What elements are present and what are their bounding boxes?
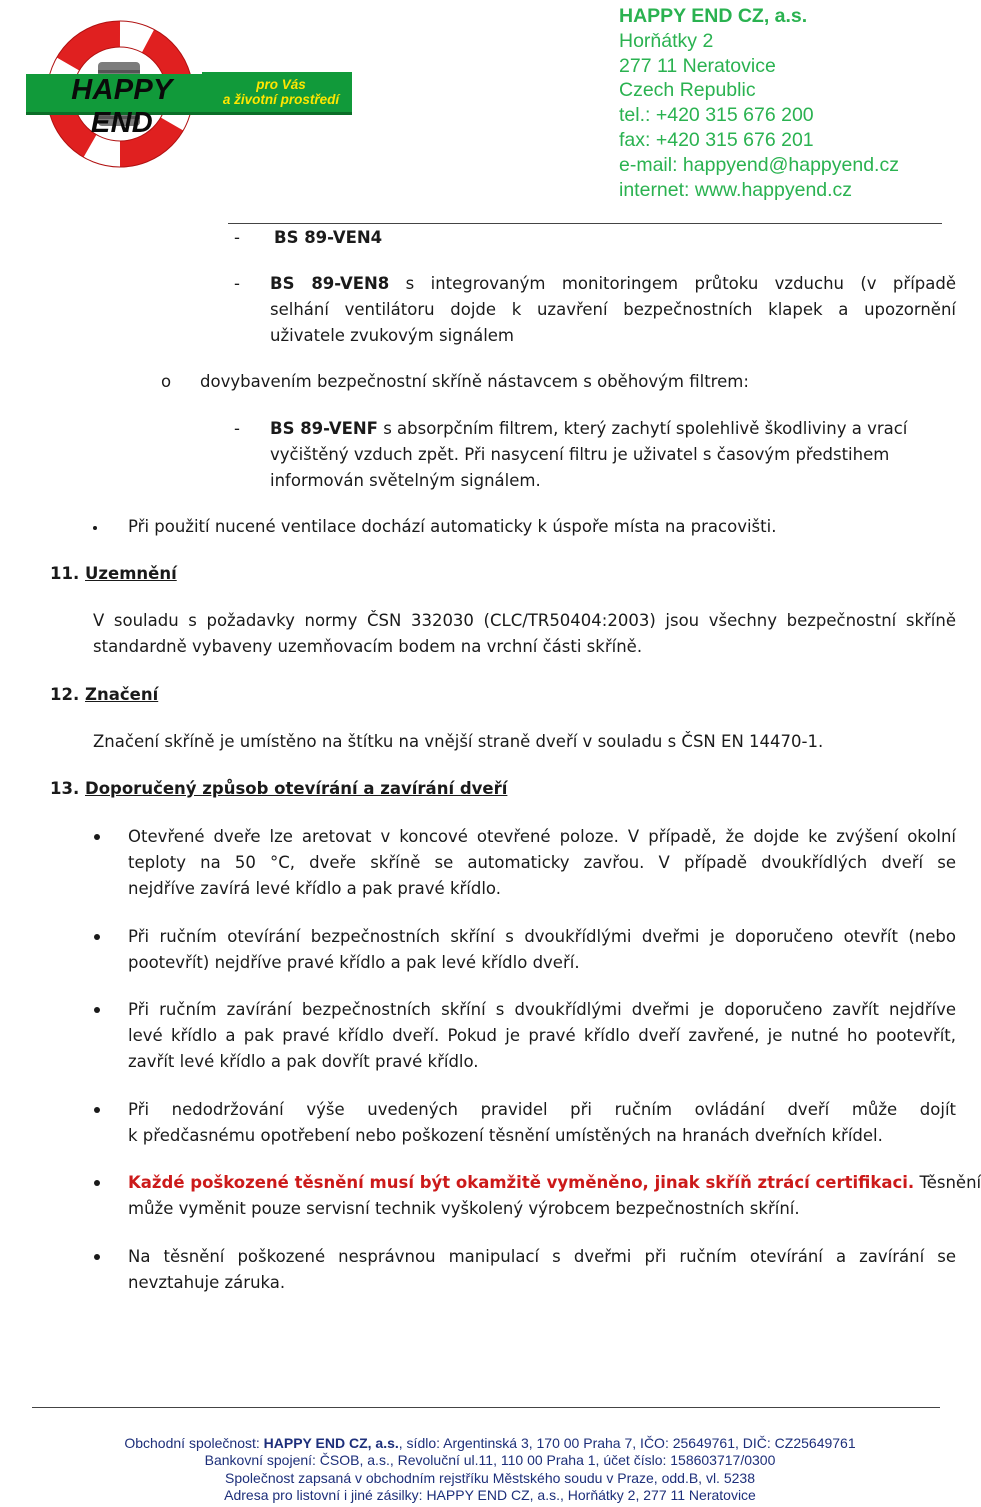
logo-tagline xyxy=(216,77,346,107)
venf-line-1 xyxy=(270,416,907,443)
logo-brand-text: HAPPY END xyxy=(71,74,173,139)
logo-tagline-line-2: a životní prostředí xyxy=(222,92,340,107)
footer-line-2: Bankovní spojení: ČSOB, a.s., Revoluční ul.11, 110 00 Praha 1, účet číslo: 158603717/0300 xyxy=(204,1452,776,1469)
company-logo xyxy=(26,24,356,164)
venf-line-3: informován světelným signálem. xyxy=(270,471,541,490)
company-name: HAPPY END CZ, a.s. xyxy=(619,5,808,27)
bullet-dot xyxy=(94,834,100,840)
section-12-text: Značení skříně je umístěno na štítku na vnější straně dveří v souladu s ČSN EN 14470-1. xyxy=(93,732,824,751)
footer-divider xyxy=(32,1407,940,1408)
bullet-dot xyxy=(93,526,97,530)
section-11-line-2: standardně vybaveny uzemňovacím bodem na vrchní části skříně. xyxy=(93,637,643,656)
section-11-title: Uzemnění xyxy=(85,564,177,583)
door-rule-1-line-2: teploty na 50 °C, dveře skříně se automaticky zavřou. V případě dvoukřídlých dveří se xyxy=(128,853,956,872)
sub-bullet-marker: o xyxy=(161,372,172,391)
bullet-dot xyxy=(94,934,100,940)
door-rule-3-line-1: Při ručním zavírání bezpečnostních skříní s dvoukřídlými dveřmi je doporučeno zavřít nejdříve xyxy=(128,1000,956,1019)
footer-company-details: , sídlo: Argentinská 3, 170 00 Praha 7, IČO: 25649761, DIČ: CZ25649761 xyxy=(398,1435,856,1451)
door-rule-3-line-2: levé křídlo a pak pravé křídlo dveří. Pokud je pravé křídlo dveří zavřené, je nutné ho pootevřít, xyxy=(128,1026,956,1045)
company-email[interactable]: e-mail: happyend@happyend.cz xyxy=(619,153,899,176)
footer-company-label: Obchodní společnost: xyxy=(124,1435,260,1451)
company-fax: fax: +420 315 676 201 xyxy=(619,128,814,151)
company-city: 277 11 Neratovice xyxy=(619,54,776,77)
section-11-number: 11. xyxy=(50,564,80,583)
door-rule-4-line-1: Při nedodržování výše uvedených pravidel při ručním ovládání dveří může dojít xyxy=(128,1100,956,1119)
filter-option-text: dovybavením bezpečnostní skříně nástavcem s oběhovým filtrem: xyxy=(200,372,749,391)
door-rule-1-line-3: nejdříve zavírá levé křídlo a pak pravé křídlo. xyxy=(128,879,501,898)
section-11-line-1: V souladu s požadavky normy ČSN 332030 (CLC/TR50404:2003) jsou všechny bezpečnostní skříně xyxy=(93,611,956,630)
list-dash: - xyxy=(234,228,240,247)
footer-company-name: HAPPY END CZ, a.s. xyxy=(263,1435,399,1451)
seal-warning-text: Každé poškozené těsnění musí být okamžitě vyměněno, jinak skříň ztrácí certifikaci. xyxy=(128,1173,915,1192)
venf-code: BS 89-VENF xyxy=(270,419,378,438)
bullet-dot xyxy=(94,1007,100,1013)
company-street: Horňátky 2 xyxy=(619,29,714,52)
door-rule-2-line-2: pootevřít) nejdříve pravé křídlo a pak levé křídlo dveří. xyxy=(128,953,580,972)
footer-line-4: Adresa pro listovní i jiné zásilky: HAPPY END CZ, a.s., Horňátky 2, 277 11 Neratovice xyxy=(224,1486,756,1503)
venf-line-1-text: s absorpčním filtrem, který zachytí spolehlivě škodliviny a vrací xyxy=(383,419,908,438)
footer-line-3: Společnost zapsaná v obchodním rejstříku Městského soudu v Praze, odd.B, vl. 5238 xyxy=(225,1469,755,1486)
door-rule-4-line-2: k předčasnému opotřebení nebo poškození těsnění umístěných na hranách dveřních křídel. xyxy=(128,1126,883,1145)
ven4-item: BS 89-VEN4 xyxy=(274,228,383,247)
door-rule-5-line-2: může vyměnit pouze servisní technik vyškolený výrobcem bezpečnostních skříní. xyxy=(128,1199,800,1218)
door-rule-5-line-1 xyxy=(128,1170,981,1197)
bullet-dot xyxy=(94,1254,100,1260)
footer-line-1 xyxy=(40,1435,940,1452)
logo-tagline-line-1: pro Vás xyxy=(256,77,306,92)
section-13-title: Doporučený způsob otevírání a zavírání dveří xyxy=(85,779,508,798)
door-rule-6-line-1: Na těsnění poškozené nesprávnou manipulací s dveřmi při ručním otevírání a zavírání se xyxy=(128,1247,956,1266)
bullet-dot xyxy=(94,1107,100,1113)
company-website[interactable]: internet: www.happyend.cz xyxy=(619,178,853,201)
ven8-line-3: uživatele zvukovým signálem xyxy=(270,326,515,345)
door-rule-5-line-1-rest: Těsnění xyxy=(919,1173,981,1192)
list-dash: - xyxy=(234,274,240,293)
door-rule-1-line-1: Otevřené dveře lze aretovat v koncové otevřené poloze. V případě, že dojde ke zvýšení okolní xyxy=(128,827,956,846)
section-13-number: 13. xyxy=(50,779,80,798)
section-12-number: 12. xyxy=(50,685,80,704)
list-dash: - xyxy=(234,419,240,438)
ven8-line-1 xyxy=(270,271,956,298)
page-footer xyxy=(40,1435,940,1504)
ven8-line-2: selhání ventilátoru dojde k uzavření bezpečnostních klapek a upozornění xyxy=(270,300,956,319)
venf-line-2: vyčištěný vzduch zpět. Při nasycení filtru je uživatel s časovým předstihem xyxy=(270,445,890,464)
company-address-block xyxy=(619,4,949,202)
ventilation-bullet-text: Při použití nucené ventilace dochází automaticky k úspoře místa na pracovišti. xyxy=(128,517,777,536)
door-rule-6-line-2: nevztahuje záruka. xyxy=(128,1273,286,1292)
ven8-code: BS 89-VEN8 xyxy=(270,274,390,293)
section-12-title: Značení xyxy=(85,685,159,704)
door-rule-2-line-1: Při ručním otevírání bezpečnostních skříní s dvoukřídlými dveřmi je doporučeno otevřít (nebo xyxy=(128,927,956,946)
ven8-line-1-text: s integrovaným monitoringem průtoku vzduchu (v případě xyxy=(405,274,956,293)
company-phone: tel.: +420 315 676 200 xyxy=(619,104,814,127)
company-country: Czech Republic xyxy=(619,79,756,102)
door-rule-3-line-3: zavřít levé křídlo a pak dovřít pravé křídlo. xyxy=(128,1052,479,1071)
bullet-dot xyxy=(94,1180,100,1186)
header-divider xyxy=(228,223,942,224)
